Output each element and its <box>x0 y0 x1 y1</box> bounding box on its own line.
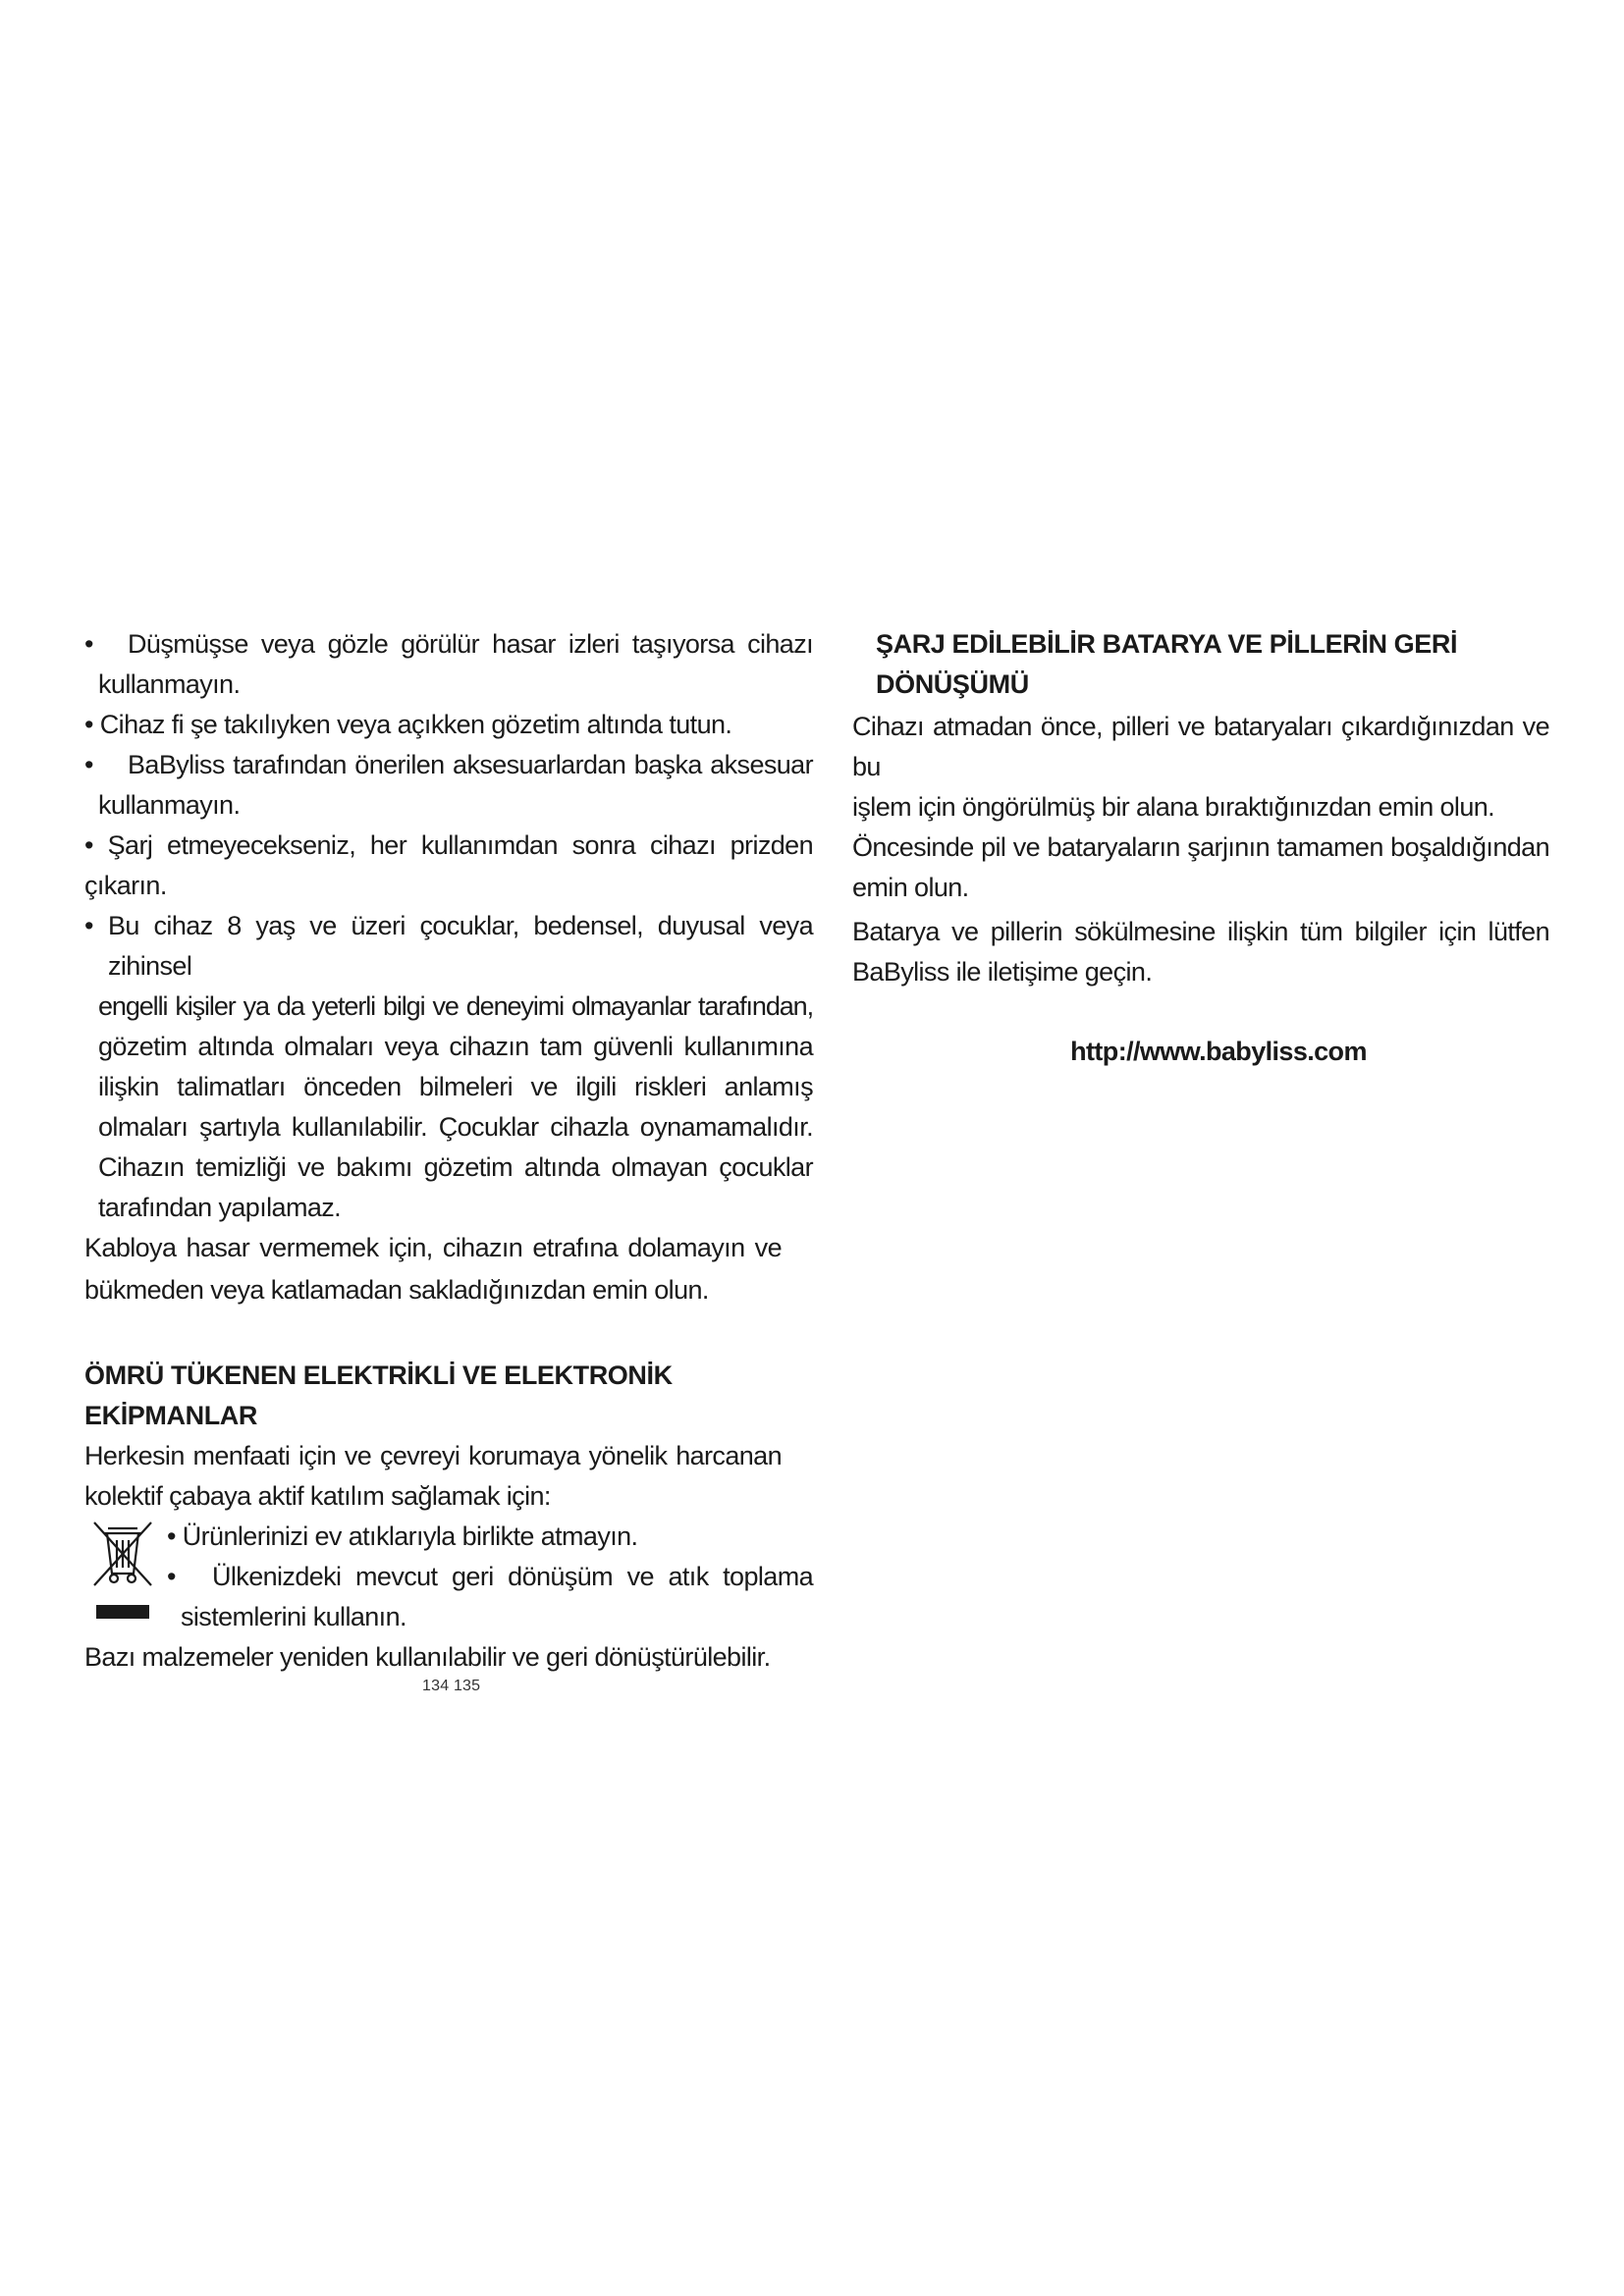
paragraph-line: Öncesinde pil ve bataryaların şarjının tamamen boşaldığından <box>852 832 1549 862</box>
bullet-line: gözetim altında olmaları veya cihazın tam güvenli kullanımına <box>98 1032 813 1061</box>
paragraph-line: emin olun. <box>852 873 969 902</box>
bullet-line: Cihazın temizliği ve bakımı gözetim altında olmayan çocuklar <box>98 1152 813 1182</box>
weee-item-line: Ülkenizdeki mevcut geri dönüşüm ve atık toplama <box>212 1562 813 1591</box>
battery-paragraph-discharge <box>852 828 1549 908</box>
weee-item-line: sistemlerini kullanın. <box>181 1602 406 1631</box>
weee-intro-line: kolektif çabaya aktif katılım sağlamak için: <box>84 1481 551 1511</box>
page-number: 134 135 <box>422 1678 481 1694</box>
battery-paragraph-contact <box>852 912 1549 992</box>
bullet-item-accessories <box>84 745 813 826</box>
bullet-line: BaByliss tarafından önerilen aksesuarlardan başka aksesuar <box>128 750 813 779</box>
bullet-marker: • <box>84 911 93 940</box>
paragraph-line: işlem için öngörülmüş bir alana bıraktığınızdan emin olun. <box>852 792 1495 822</box>
bullet-line: kullanmayın. <box>98 669 241 699</box>
weee-heading: ÖMRÜ TÜKENEN ELEKTRİKLİ VE ELEKTRONİK EKİPMANLAR <box>84 1361 673 1430</box>
bullet-text: Şarj etmeyecekseniz, her kullanımdan sonra cihazı prizden çıkarın. <box>84 830 813 900</box>
bullet-line: engelli kişiler ya da yeterli bilgi ve deneyimi olmayanlar tarafından, <box>98 991 813 1021</box>
weee-intro-line: Herkesin menfaati için ve çevreyi korumaya yönelik harcanan <box>84 1441 782 1470</box>
bullet-marker: • <box>84 830 93 860</box>
bullet-item-supervision <box>84 705 813 745</box>
bullet-line: tarafından yapılamaz. <box>98 1193 342 1222</box>
weee-list <box>84 1517 813 1637</box>
weee-intro <box>84 1436 782 1517</box>
right-column <box>852 624 1549 1072</box>
weee-item <box>167 1557 813 1637</box>
bullet-line: kullanmayın. <box>98 790 241 820</box>
bullet-item-children <box>84 906 813 1228</box>
bullet-marker: • <box>167 1522 176 1551</box>
bullet-text: Cihaz fi şe takılıyken veya açıkken gözetim altında tutun. <box>99 710 732 739</box>
bullet-marker: • <box>84 629 93 659</box>
bullet-item-damaged <box>84 624 813 705</box>
battery-recycling-heading: ŞARJ EDİLEBİLİR BATARYA VE PİLLERİN GERİ DÖNÜŞÜMÜ <box>876 629 1458 699</box>
crossed-out-wheelie-bin-icon <box>90 1519 155 1625</box>
bullet-line: Bu cihaz 8 yaş ve üzeri çocuklar, bedensel, duyusal veya zihinsel <box>108 911 813 981</box>
bullet-marker: • <box>84 750 93 779</box>
bullet-marker: • <box>84 710 93 739</box>
bullet-item-unplug <box>84 826 813 906</box>
cable-note-line: Kabloya hasar vermemek için, cihazın etrafına dolamayın ve <box>84 1233 782 1262</box>
paragraph-line: Cihazı atmadan önce, pilleri ve bataryaları çıkardığınızdan ve bu <box>852 712 1549 781</box>
bullet-line: ilişkin talimatları önceden bilmeleri ve ilgili riskleri anlamış <box>98 1072 813 1101</box>
bullet-line: Düşmüşse veya gözle görülür hasar izleri taşıyorsa cihazı <box>128 629 813 659</box>
bullet-marker: • <box>167 1562 176 1591</box>
cable-note <box>84 1228 782 1310</box>
battery-paragraph-remove <box>852 707 1549 828</box>
babyliss-website-link[interactable]: http://www.babyliss.com <box>1070 1037 1367 1066</box>
weee-item-text: Ürünlerinizi ev atıklarıyla birlikte atmayın. <box>182 1522 638 1551</box>
paragraph-line: Batarya ve pillerin sökülmesine ilişkin tüm bilgiler için lütfen <box>852 917 1549 946</box>
bullet-line: olmaları şartıyla kullanılabilir. Çocuklar cihazla oynamamalıdır. <box>98 1112 813 1142</box>
cable-note-line: bükmeden veya katlamadan sakladığınızdan emin olun. <box>84 1275 709 1305</box>
weee-item <box>167 1517 813 1557</box>
paragraph-line: BaByliss ile iletişime geçin. <box>852 957 1153 987</box>
left-column <box>84 624 813 1678</box>
weee-closing: Bazı malzemeler yeniden kullanılabilir ve geri dönüştürülebilir. <box>84 1642 771 1672</box>
